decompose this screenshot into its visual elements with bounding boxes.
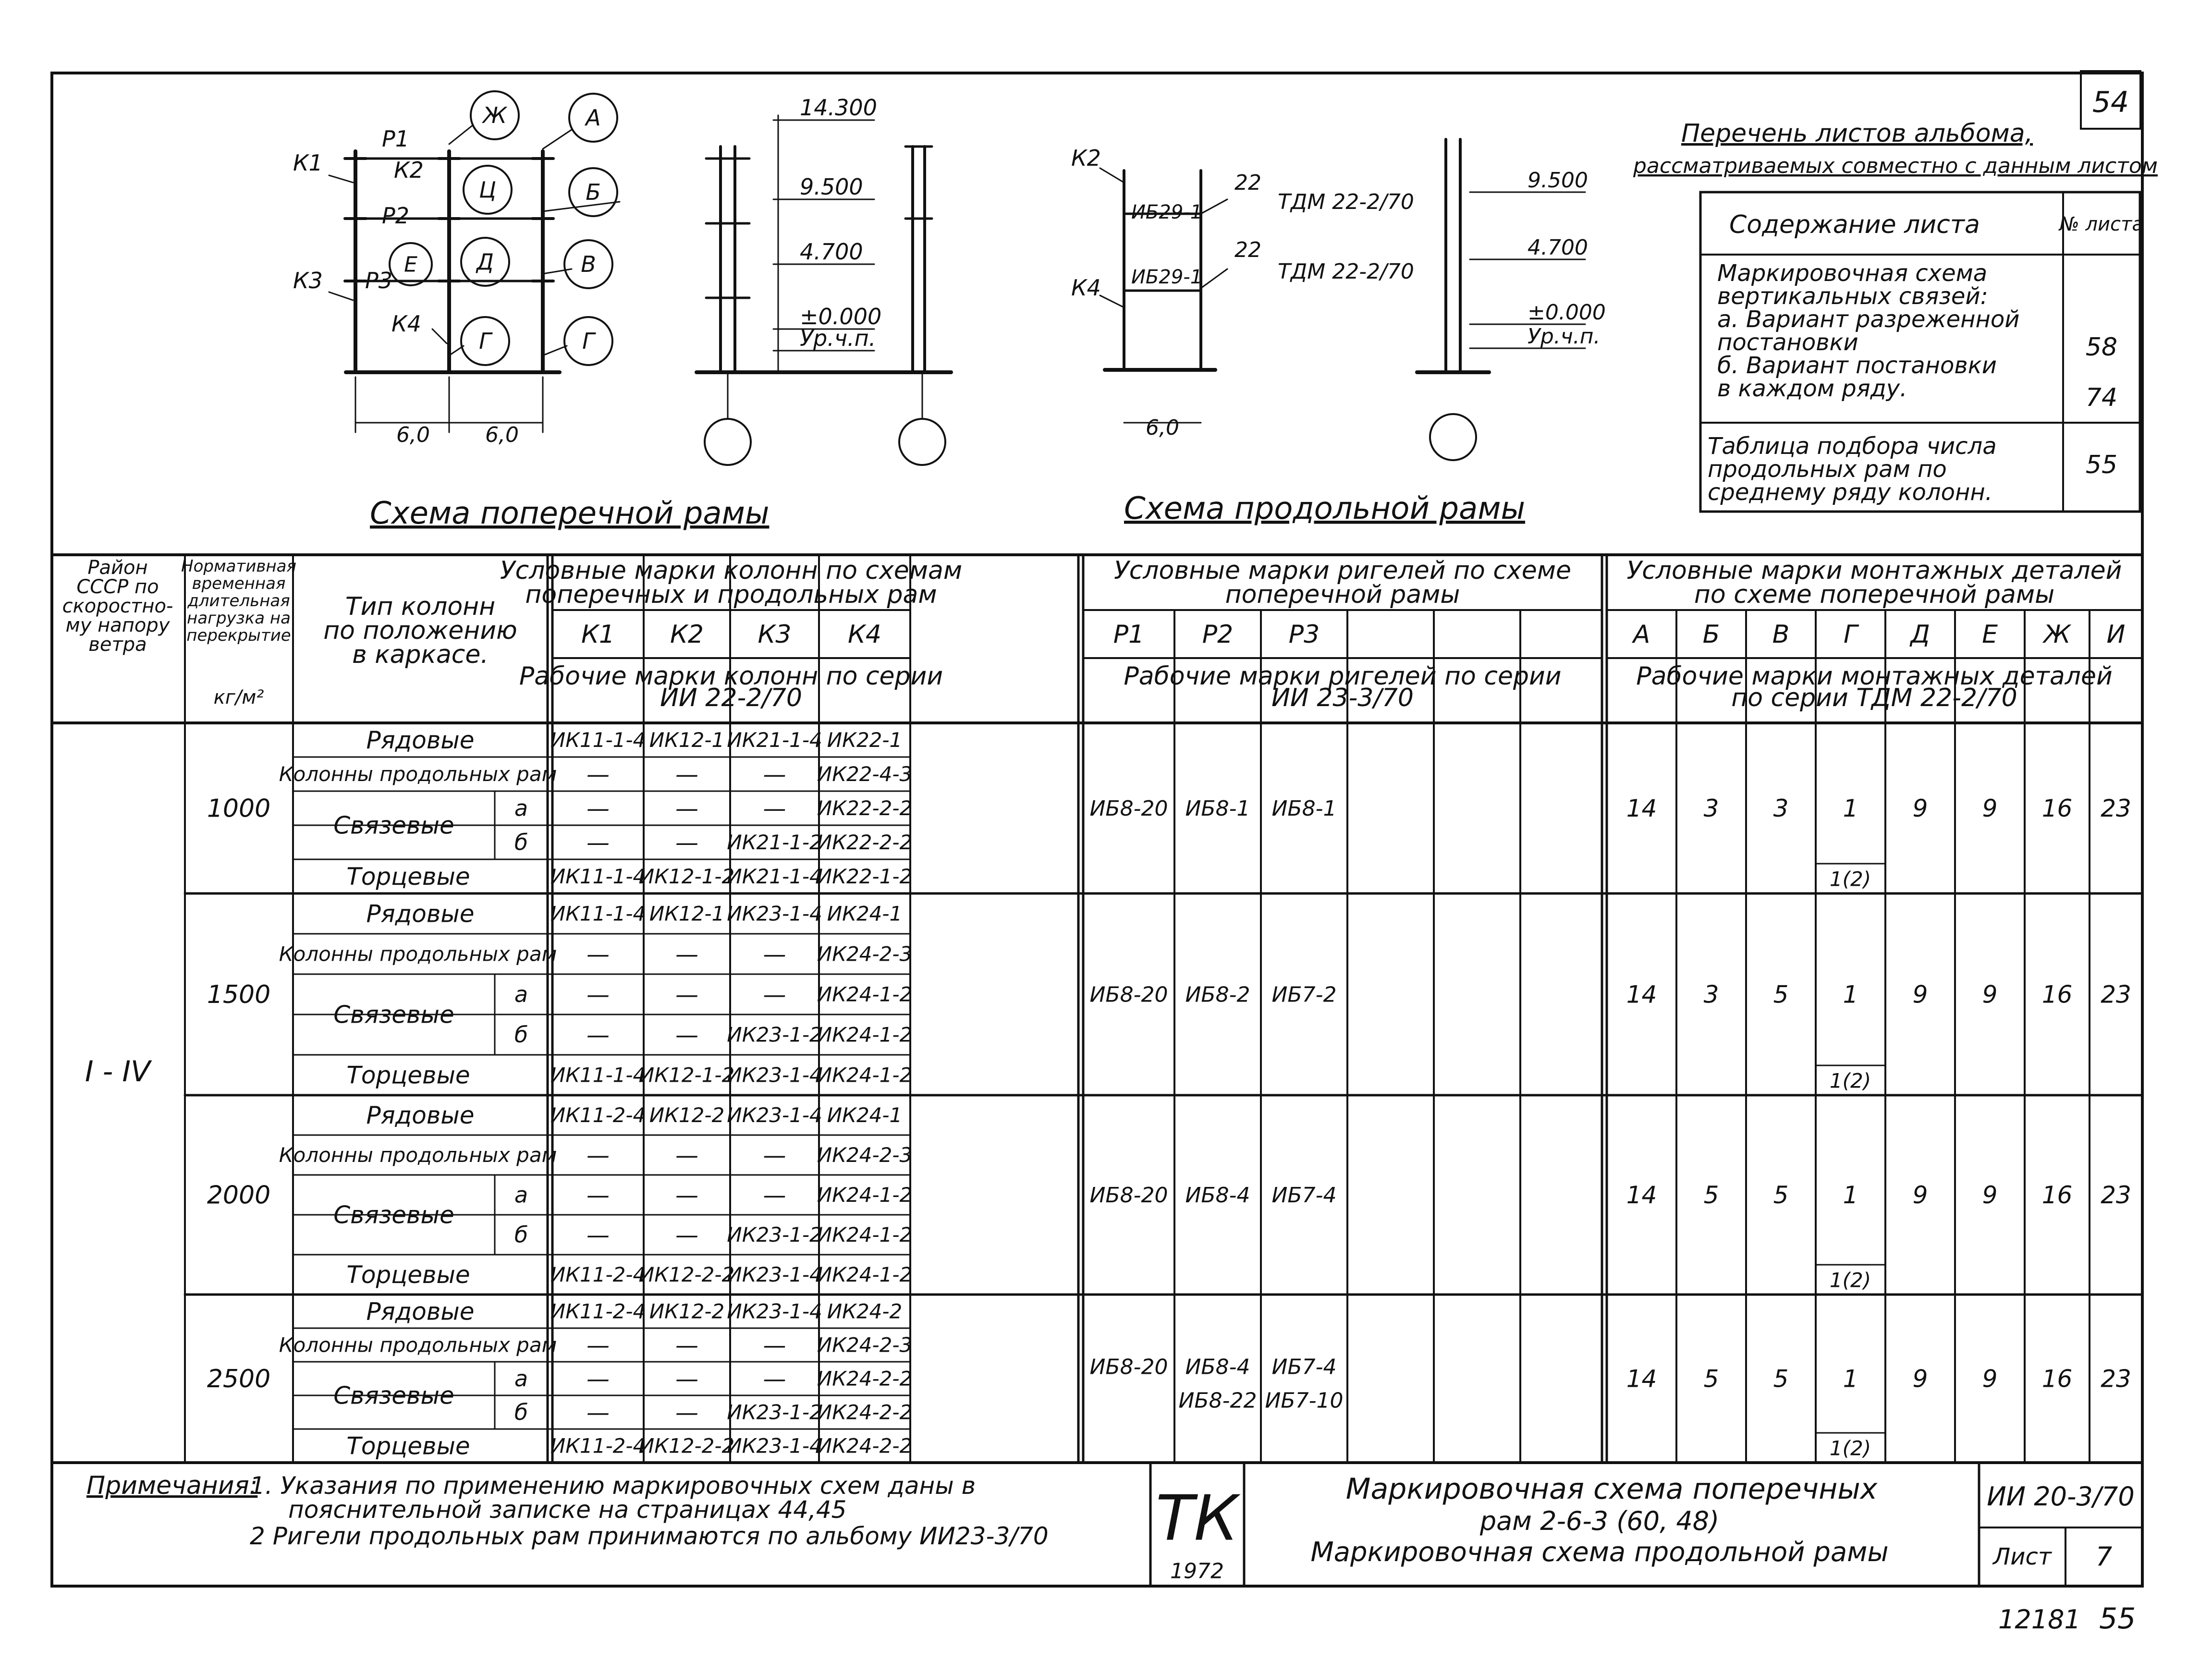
variant-b: б [514, 1022, 528, 1048]
beam-mark-cell: ИБ8-20 [1089, 796, 1168, 821]
header-column-type: в каркасе. [352, 640, 489, 669]
header-region: му напору [65, 614, 170, 636]
detail-key: Б [1702, 620, 1720, 649]
column-mark-cell: — [763, 941, 786, 968]
header-region: Район [87, 557, 148, 579]
beam-mark-cell: ИБ7-4 [1271, 1355, 1337, 1380]
header-column-type: по положению [323, 616, 517, 645]
column-mark-cell: — [675, 795, 698, 822]
column-mark-cell: ИК24-1-2 [817, 982, 913, 1006]
column-mark-cell: ИК22-1-2 [817, 865, 913, 889]
header-column-work: Рабочие марки колонн по серии [519, 662, 943, 691]
detail-mark-cell: 5 [1773, 1365, 1789, 1393]
detail-mark-cell: 14 [1626, 1181, 1657, 1209]
album-list-row-text: продольных рам по [1708, 456, 1947, 483]
stamp-tk: ТК [1156, 1481, 1238, 1555]
detail-number: 22 [1234, 238, 1261, 262]
detail-mark-cell: 16 [2041, 1181, 2073, 1209]
header-beam-work: ИИ 23-3/70 [1271, 684, 1414, 712]
column-key: К4 [847, 620, 882, 649]
column-mark-cell: ИК12-1-2 [639, 865, 735, 889]
column-mark-cell: ИК24-2-2 [817, 1434, 913, 1458]
page-number-top: 54 [2092, 86, 2129, 119]
detail-mark-cell: 9 [1982, 1365, 1998, 1393]
column-mark-cell: — [587, 1399, 610, 1426]
column-mark-cell: ИК23-1-4 [727, 902, 822, 926]
album-list-row-text: а. Вариант разреженной [1717, 306, 2020, 333]
album-list-title: рассматриваемых совместно с данным листом [1633, 154, 2158, 178]
column-mark-cell: ИК23-1-2 [727, 1023, 822, 1047]
node-bubble-label: Ц [479, 177, 496, 203]
column-mark-cell: ИК11-1-4 [550, 902, 646, 926]
beam-mark-cell: ИБ7-10 [1265, 1388, 1344, 1413]
note-line: 2 Ригели продольных рам принимаются по альбому ИИ23-3/70 [250, 1522, 1049, 1550]
row-type-long-frame: Колонны продольных рам [279, 1143, 557, 1167]
header-load: длительная [187, 591, 290, 611]
header-detail-work: по серии ТДМ 22-2/70 [1731, 684, 2017, 712]
column-mark-cell: — [675, 941, 698, 968]
header-region: СССР по [76, 576, 159, 598]
column-mark-cell: ИК23-1-4 [727, 1299, 822, 1323]
beam-label: ИБ29-1 [1131, 266, 1203, 288]
column-mark-cell: ИК24-1-2 [817, 1183, 913, 1207]
beam-label-p3: Р3 [365, 268, 393, 293]
column-label-k3: К3 [293, 268, 323, 293]
detail-mark-cell: 16 [2041, 980, 2073, 1009]
detail-mark-cell: 5 [1773, 1181, 1789, 1209]
header-beam-work: Рабочие марки ригелей по серии [1124, 662, 1562, 691]
column-mark-cell: ИК24-2-3 [817, 1333, 913, 1357]
detail-mark-cell: 9 [1982, 980, 1998, 1009]
note-line: пояснительной записке на страницах 44,45 [288, 1496, 847, 1524]
detail-mark-cell: 5 [1703, 1181, 1719, 1209]
column-mark-cell: — [587, 1365, 610, 1393]
row-type-bracing: Связевые [333, 811, 454, 840]
elevation-label: 4.700 [1528, 235, 1588, 260]
leader-line [543, 269, 572, 274]
variant-a: а [514, 1366, 528, 1392]
detail-key: Д [1910, 620, 1930, 649]
beam-key: Р1 [1113, 620, 1145, 649]
column-mark-cell: — [763, 1142, 786, 1169]
row-type-bracing: Связевые [333, 1381, 454, 1410]
span-label: 6,0 [1146, 415, 1179, 440]
leader-line [432, 329, 447, 343]
leader-line [1100, 168, 1124, 183]
node-bubble-label: А [586, 105, 601, 131]
album-list-title: Перечень листов альбома, [1681, 119, 2033, 148]
album-list-sheet-number: 74 [2085, 383, 2118, 412]
column-mark-cell: — [587, 795, 610, 822]
detail-key: А [1633, 620, 1650, 649]
detail-mark-cell: 5 [1773, 980, 1789, 1009]
album-list-row-text: Таблица подбора числа [1708, 433, 1997, 460]
beam-mark-cell: ИБ8-1 [1271, 796, 1337, 821]
column-mark-cell: — [763, 1365, 786, 1393]
column-mark-cell: — [587, 829, 610, 856]
detail-number: 22 [1234, 171, 1261, 195]
detail-note: 1(2) [1829, 1436, 1871, 1460]
column-mark-cell: ИК24-2-3 [817, 942, 913, 966]
header-region: ветра [88, 634, 147, 656]
stamp-year: 1972 [1170, 1559, 1224, 1584]
elevation-label: 9.500 [800, 174, 863, 200]
header-load: перекрытие [186, 626, 291, 645]
column-mark-cell: ИК23-1-4 [727, 1103, 822, 1127]
column-mark-cell: ИК24-2-2 [817, 1400, 913, 1424]
note-line: 1. Указания по применению маркировочных схем даны в [250, 1472, 976, 1500]
detail-mark-cell: 5 [1703, 1365, 1719, 1393]
header-column-marks: поперечных и продольных рам [525, 580, 937, 609]
detail-mark-cell: 9 [1982, 794, 1998, 822]
transverse-frame-caption: Схема поперечной рамы [370, 496, 770, 531]
beam-label-p1: Р1 [382, 126, 410, 152]
column-mark-cell: ИК24-2-3 [817, 1143, 913, 1167]
detail-mark-cell: 9 [1912, 980, 1928, 1009]
column-mark-cell: — [587, 981, 610, 1008]
album-list-sheet-number: 58 [2085, 333, 2118, 362]
column-mark-cell: ИК23-1-2 [727, 1223, 822, 1247]
stamp-sheet-number: 7 [2095, 1541, 2113, 1572]
footing-circle [705, 419, 751, 465]
detail-mark-cell: 3 [1703, 980, 1719, 1009]
column-mark-cell: — [763, 981, 786, 1008]
load-value: 1500 [207, 980, 271, 1010]
column-label-k2: К2 [1071, 145, 1101, 171]
detail-mark-cell: 1 [1843, 1181, 1858, 1209]
node-bubble-label: Ж [483, 102, 507, 129]
stamp-title: Маркировочная схема продольной рамы [1310, 1537, 1889, 1568]
column-mark-cell: ИК11-1-4 [550, 1063, 646, 1087]
leader-line [329, 175, 353, 183]
leader-line [329, 292, 353, 300]
elevation-label: 4.700 [800, 239, 863, 265]
column-mark-cell: — [587, 1142, 610, 1169]
beam-key: Р2 [1202, 620, 1234, 649]
detail-mark-cell: 1 [1843, 1365, 1858, 1393]
leader-line [543, 130, 572, 149]
page-number-bottom: 55 [2099, 1602, 2136, 1636]
detail-mark-cell: 3 [1773, 794, 1789, 822]
detail-mark-cell: 9 [1912, 794, 1928, 822]
detail-key: И [2106, 620, 2126, 649]
elevation-label: ±0.000 [1528, 300, 1606, 325]
column-mark-cell: — [675, 1142, 698, 1169]
inventory-number: 12181 [1998, 1604, 2081, 1635]
elevation-label: 14.300 [800, 95, 877, 121]
column-mark-cell: — [587, 761, 610, 788]
beam-mark-cell: ИБ7-2 [1271, 982, 1337, 1007]
album-list-row-text: постановки [1717, 329, 1858, 356]
column-mark-cell: ИК23-1-4 [727, 1263, 822, 1287]
row-type-long-frame: Колонны продольных рам [279, 942, 557, 966]
beam-mark-cell: ИБ8-20 [1089, 1355, 1168, 1380]
elevation-label: 9.500 [1528, 168, 1588, 193]
beam-mark-cell: ИБ8-2 [1185, 982, 1250, 1007]
column-mark-cell: ИК21-1-2 [727, 831, 822, 855]
header-detail-marks: по схеме поперечной рамы [1694, 580, 2055, 609]
row-type-end: Торцевые [346, 1432, 470, 1460]
column-mark-cell: — [675, 829, 698, 856]
column-mark-cell: — [675, 1222, 698, 1249]
detail-mark-cell: 14 [1626, 794, 1657, 822]
stamp-title: рам 2-6-3 (60, 48) [1479, 1506, 1720, 1536]
column-key: К1 [581, 620, 615, 649]
column-label-k4: К4 [1071, 275, 1101, 301]
stamp-title: Маркировочная схема поперечных [1345, 1472, 1878, 1506]
detail-key: Г [1844, 620, 1858, 649]
leader-line [1201, 269, 1227, 288]
elevation-label: Ур.ч.п. [1528, 324, 1601, 349]
column-mark-cell: ИК22-4-3 [817, 762, 913, 786]
column-mark-cell: ИК24-2-2 [817, 1367, 913, 1391]
beam-mark-cell: ИБ8-4 [1185, 1355, 1250, 1380]
column-mark-cell: ИК12-2-2 [639, 1434, 735, 1458]
footing-circle [1430, 414, 1476, 460]
header-load: Нормативная [181, 557, 296, 576]
load-value: 2000 [207, 1181, 271, 1210]
variant-a: а [514, 1182, 528, 1208]
column-mark-cell: ИК12-2 [649, 1299, 725, 1323]
elevation-label: ±0.000 [800, 304, 882, 330]
detail-mark-cell: 9 [1912, 1365, 1928, 1393]
detail-note: 1(2) [1829, 1268, 1871, 1292]
column-mark-cell: ИК24-1-2 [817, 1223, 913, 1247]
column-mark-cell: — [675, 1332, 698, 1359]
column-mark-cell: ИК12-1 [649, 902, 725, 926]
detail-mark-cell: 9 [1982, 1181, 1998, 1209]
header-load: нагрузка на [187, 609, 291, 628]
column-mark-cell: ИК12-1 [649, 728, 725, 752]
column-key: К2 [670, 620, 704, 649]
column-mark-cell: ИК12-1-2 [639, 1063, 735, 1087]
beam-mark-cell: ИБ8-22 [1178, 1388, 1257, 1413]
column-mark-cell: ИК11-2-4 [550, 1299, 646, 1323]
longitudinal-frame-caption: Схема продольной рамы [1124, 491, 1526, 526]
leader-line [1100, 295, 1124, 307]
column-label-k1: К1 [293, 150, 323, 176]
detail-note: 1(2) [1829, 1069, 1871, 1093]
column-mark-cell: ИК23-1-4 [727, 1063, 822, 1087]
row-type-bracing: Связевые [333, 1001, 454, 1029]
beam-label: ИБ29-1 [1131, 201, 1203, 223]
detail-mark-cell: 3 [1703, 794, 1719, 822]
column-mark-cell: — [587, 1021, 610, 1049]
column-mark-cell: ИК21-1-4 [727, 728, 822, 752]
load-value: 1000 [207, 794, 271, 823]
beam-mark-cell: ИБ8-20 [1089, 982, 1168, 1007]
header-load-unit: кг/м² [213, 686, 264, 709]
variant-b: б [514, 829, 528, 855]
column-mark-cell: — [587, 1332, 610, 1359]
detail-mark-cell: 23 [2101, 794, 2131, 822]
load-value: 2500 [207, 1365, 271, 1394]
detail-mark-cell: 9 [1912, 1181, 1928, 1209]
header-detail-marks: Условные марки монтажных деталей [1626, 556, 2122, 585]
column-label-k2: К2 [394, 157, 424, 183]
detail-mark-cell: 1 [1843, 794, 1858, 822]
column-mark-cell: ИК12-2-2 [639, 1263, 735, 1287]
row-type-ordinary: Рядовые [366, 726, 475, 754]
row-type-bracing: Связевые [333, 1201, 454, 1229]
row-type-ordinary: Рядовые [366, 900, 475, 928]
beam-key: Р3 [1288, 620, 1320, 649]
detail-mark-cell: 23 [2101, 1365, 2131, 1393]
node-bubble-label: Б [586, 179, 601, 206]
column-mark-cell: — [675, 1399, 698, 1426]
column-mark-cell: ИК22-1 [827, 728, 903, 752]
variant-b: б [514, 1222, 528, 1248]
column-label-k4: К4 [391, 311, 421, 337]
column-key: К3 [758, 620, 792, 649]
column-mark-cell: ИК24-2 [827, 1299, 903, 1323]
row-type-long-frame: Колонны продольных рам [279, 762, 557, 786]
beam-mark-cell: ИБ7-4 [1271, 1183, 1337, 1208]
row-type-end: Торцевые [346, 1261, 470, 1289]
node-bubble-label: Д [477, 249, 494, 275]
column-mark-cell: ИК11-1-4 [550, 865, 646, 889]
column-mark-cell: ИК11-2-4 [550, 1434, 646, 1458]
detail-mark-cell: 14 [1626, 1365, 1657, 1393]
column-mark-cell: ИК23-1-4 [727, 1434, 822, 1458]
album-list-sheet-number: 55 [2085, 451, 2118, 479]
column-mark-cell: — [675, 1182, 698, 1209]
column-mark-cell: — [587, 941, 610, 968]
album-list-header: Содержание листа [1729, 210, 1980, 239]
detail-mark-cell: 16 [2041, 794, 2073, 822]
detail-key: Е [1982, 620, 1998, 649]
header-column-work: ИИ 22-2/70 [660, 684, 803, 712]
column-mark-cell: — [763, 1182, 786, 1209]
detail-mark-cell: 14 [1626, 980, 1657, 1009]
column-mark-cell: ИК22-2-2 [817, 796, 913, 820]
column-mark-cell: ИК23-1-2 [727, 1400, 822, 1424]
column-mark-cell: ИК22-2-2 [817, 831, 913, 855]
column-mark-cell: ИК11-1-4 [550, 728, 646, 752]
header-column-marks: Условные марки колонн по схемам [500, 556, 963, 585]
column-mark-cell: ИК24-1 [827, 902, 903, 926]
beam-mark-cell: ИБ8-4 [1185, 1183, 1250, 1208]
node-bubble-label: Г [479, 328, 491, 354]
row-type-long-frame: Колонны продольных рам [279, 1333, 557, 1357]
leader-line [449, 346, 464, 355]
stamp-sheet-label: Лист [1993, 1543, 2052, 1570]
detail-mark-cell: 1 [1843, 980, 1858, 1009]
column-mark-cell: ИК24-1 [827, 1103, 903, 1127]
column-mark-cell: ИК21-1-4 [727, 865, 822, 889]
header-region: скоростно- [62, 595, 173, 617]
detail-key: Ж [2043, 620, 2071, 649]
album-list-row-text: Маркировочная схема [1717, 260, 1988, 287]
row-type-end: Торцевые [346, 863, 470, 891]
column-mark-cell: — [675, 761, 698, 788]
detail-key: В [1772, 620, 1790, 649]
column-mark-cell: ИК11-2-4 [550, 1103, 646, 1127]
column-mark-cell: — [587, 1182, 610, 1209]
detail-mark-cell: 16 [2041, 1365, 2073, 1393]
column-mark-cell: ИК24-1-2 [817, 1263, 913, 1287]
detail-reference: ТДМ 22-2/70 [1278, 259, 1414, 284]
leader-line [543, 346, 567, 355]
leader-line [1201, 199, 1227, 214]
span-label: 6,0 [485, 423, 519, 447]
variant-a: а [514, 795, 528, 821]
node-bubble-label: В [581, 251, 596, 278]
variant-a: а [514, 981, 528, 1008]
header-beam-marks: поперечной рамы [1225, 580, 1460, 609]
album-list-row-text: б. Вариант постановки [1717, 352, 1997, 379]
header-load: временная [192, 574, 286, 593]
node-bubble-label: Г [582, 328, 595, 354]
row-type-end: Торцевые [346, 1061, 470, 1089]
stamp-series: ИИ 20-3/70 [1987, 1481, 2135, 1512]
region-value: I - IV [85, 1055, 151, 1088]
column-mark-cell: ИК24-1-2 [817, 1063, 913, 1087]
column-mark-cell: — [763, 1332, 786, 1359]
row-type-ordinary: Рядовые [366, 1297, 475, 1326]
detail-mark-cell: 23 [2101, 980, 2131, 1009]
column-mark-cell: ИК11-2-4 [550, 1263, 646, 1287]
detail-reference: ТДМ 22-2/70 [1278, 190, 1414, 214]
detail-note: 1(2) [1829, 867, 1871, 891]
album-list-row-text: вертикальных связей: [1717, 283, 1988, 310]
album-list-row-text: в каждом ряду. [1717, 375, 1907, 402]
column-mark-cell: — [675, 1365, 698, 1393]
node-bubble-label: Е [404, 252, 417, 277]
album-list-row-text: среднему ряду колонн. [1708, 479, 1992, 506]
footing-circle [899, 419, 945, 465]
notes-label: Примечания: [86, 1471, 258, 1500]
column-mark-cell: — [675, 1021, 698, 1049]
column-mark-cell: — [675, 981, 698, 1008]
album-list-header: № листа [2059, 213, 2144, 235]
header-column-type: Тип колонн [345, 592, 496, 621]
column-mark-cell: ИК12-2 [649, 1103, 725, 1127]
column-mark-cell: — [587, 1222, 610, 1249]
variant-b: б [514, 1399, 528, 1426]
detail-mark-cell: 23 [2101, 1181, 2131, 1209]
elevation-label: Ур.ч.п. [800, 325, 876, 351]
beam-label-p2: Р2 [382, 203, 410, 229]
leader-line [449, 125, 473, 144]
beam-mark-cell: ИБ8-20 [1089, 1183, 1168, 1208]
column-mark-cell: — [763, 795, 786, 822]
beam-mark-cell: ИБ8-1 [1185, 796, 1250, 821]
header-beam-marks: Условные марки ригелей по схеме [1114, 556, 1571, 585]
row-type-ordinary: Рядовые [366, 1101, 475, 1129]
span-label: 6,0 [396, 423, 430, 447]
column-mark-cell: ИК24-1-2 [817, 1023, 913, 1047]
header-detail-work: Рабочие марки монтажных деталей [1636, 662, 2113, 691]
column-mark-cell: — [763, 761, 786, 788]
